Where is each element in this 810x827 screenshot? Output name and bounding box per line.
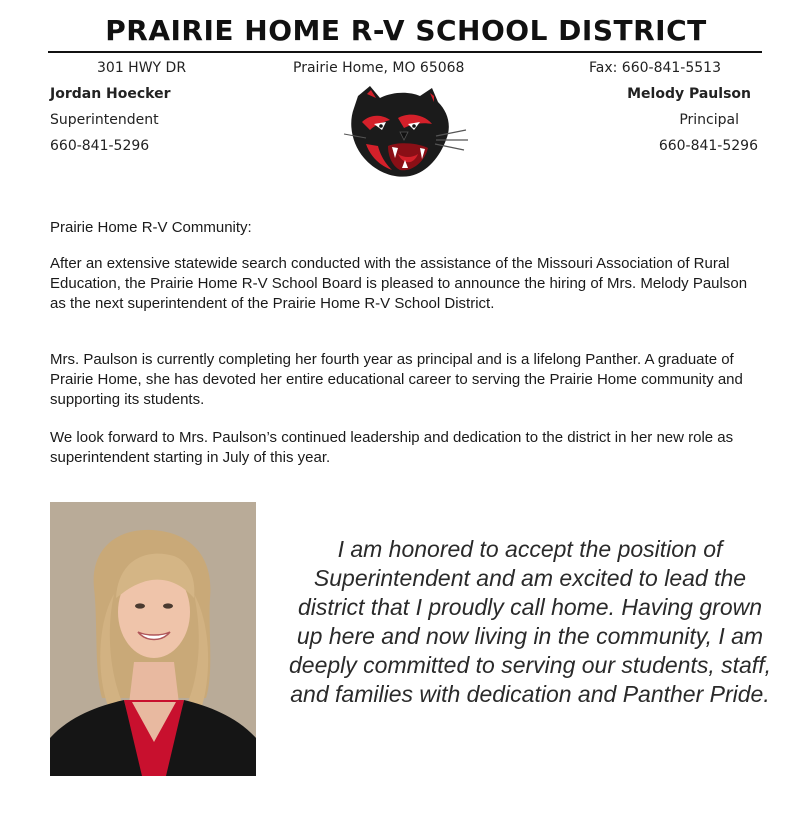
letter-paragraph-2: Mrs. Paulson is currently completing her fourth year as principal and is a lifelong Panther. A graduate of Prairie Home, she has devoted her entire educational career to serving the Prairie Home community and supporting its students.	[50, 351, 743, 408]
superintendent-quote: I am honored to accept the position of Superintendent and am excited to lead the district that I proudly call home. Having grown up here and now living in the community, I am deeply committed to serving our students, staff, and families with dedication and Panther Pride.	[289, 536, 771, 707]
principal-title: Principal	[679, 112, 739, 128]
address-line: 301 HWY DR	[97, 60, 187, 76]
city-line: Prairie Home, MO 65068	[293, 60, 465, 76]
fax-line: Fax: 660-841-5513	[589, 60, 721, 76]
letter-paragraph-3: We look forward to Mrs. Paulson’s continued leadership and dedication to the district in her new role as superintendent starting in July of this year.	[50, 429, 734, 466]
district-title: PRAIRIE HOME R-V SCHOOL DISTRICT	[105, 14, 707, 47]
superintendent-phone: 660-841-5296	[50, 138, 150, 154]
panther-mascot-icon	[340, 84, 470, 180]
principal-name: Melody Paulson	[627, 86, 751, 102]
title-divider	[48, 51, 762, 53]
letter-salutation: Prairie Home R-V Community:	[50, 219, 252, 236]
superintendent-name: Jordan Hoecker	[50, 86, 171, 102]
superintendent-title: Superintendent	[50, 112, 159, 128]
principal-phone: 660-841-5296	[658, 138, 758, 154]
letter-paragraph-1: After an extensive statewide search conducted with the assistance of the Missouri Association of Rural Education, the Prairie Home R-V School Board is pleased to announce the hiring of Mrs. Melody Paulson as the next superintendent of the Prairie Home R-V School District.	[50, 255, 748, 312]
superintendent-photo	[50, 502, 256, 776]
